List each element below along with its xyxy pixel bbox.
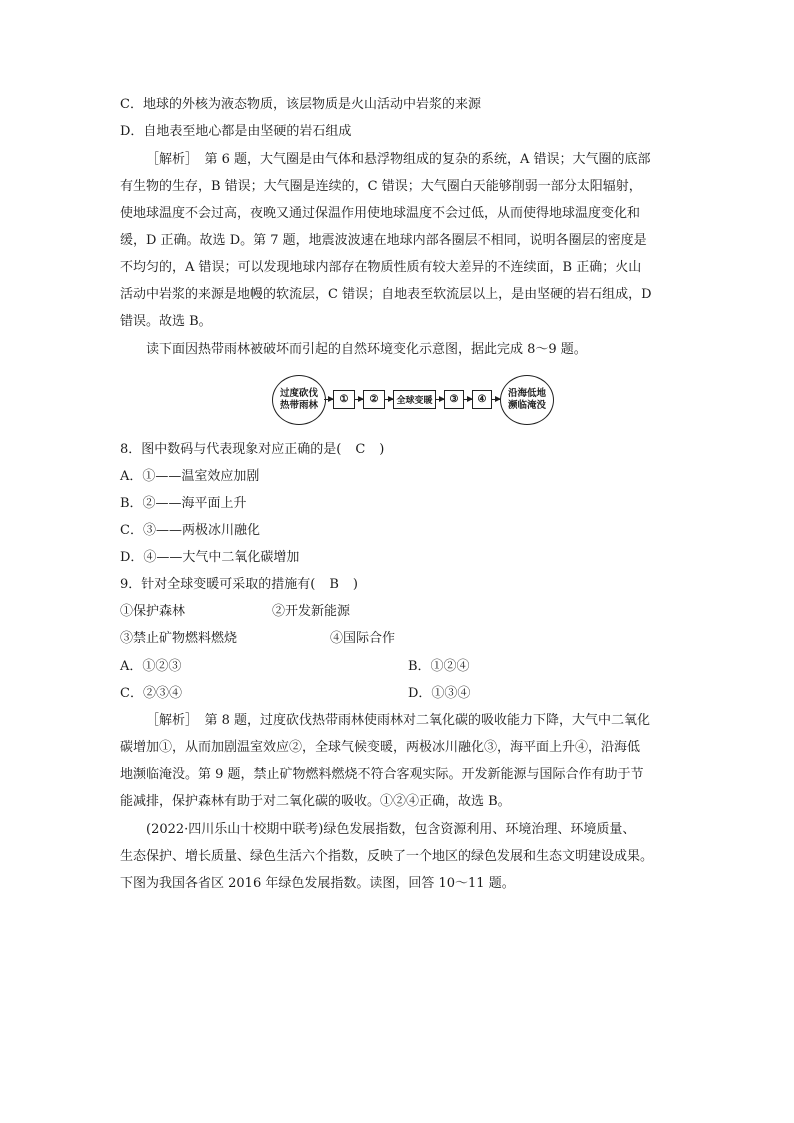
q9-item-1: ①保护森林 [120, 604, 186, 619]
q8-option-d: D．④——大气中二氧化碳增加 [120, 550, 300, 565]
q9-item-3: ③禁止矿物燃料燃烧 [120, 631, 238, 646]
flow-start-line-2: 热带雨林 [279, 400, 318, 411]
flow-start-node [272, 375, 326, 425]
q9-option-c: C．②③④ [120, 686, 182, 701]
analysis-6-7-line-1: ［解析］ 第 6 题，大气圈是由气体和悬浮物组成的复杂的系统，A 错误；大气圈的底部 [146, 152, 651, 167]
flow-arrow-2 [355, 399, 363, 400]
q9-option-b: B．①②④ [408, 659, 470, 674]
q8-option-b: B．②——海平面上升 [120, 496, 247, 511]
analysis-6-7-line-7: 错误。故选 B。 [120, 314, 212, 329]
flow-arrow-5 [464, 399, 472, 400]
q8-stem [120, 440, 384, 460]
q9-stem [120, 575, 358, 595]
q9-item-4: ④国际合作 [330, 631, 396, 646]
q8-answer: C [355, 442, 366, 457]
q9-close: ) [352, 577, 358, 592]
q8-close: ) [379, 442, 385, 457]
q8-option-a: A．①——温室效应加剧 [120, 469, 260, 484]
analysis-6-7-line-5: 不均匀的，A 错误；可以发现地球内部存在物质性质有较大差异的不连续面，B 正确；火山 [120, 260, 642, 275]
q7-option-d: D．自地表至地心都是由坚硬的岩石组成 [120, 124, 352, 139]
analysis-8-9-line-4: 能减排，保护森林有助于对二氧化碳的吸收。①②④正确，故选 B。 [120, 794, 511, 809]
flow-box-3: ③ [444, 390, 464, 409]
q9-option-d: D．①③④ [408, 686, 471, 701]
intro-8-9: 读下面因热带雨林被破坏而引起的自然环境变化示意图，据此完成 8～9 题。 [146, 342, 587, 357]
intro-10-11-line-1: (2022·四川乐山十校期中联考)绿色发展指数，包含资源利用、环境治理、环境质量、 [146, 822, 636, 837]
flow-end-node [500, 375, 554, 425]
q8-option-c: C．③——两极冰川融化 [120, 523, 260, 538]
flow-arrow-4 [436, 399, 444, 400]
q9-stem-text: 9．针对全球变暖可采取的措施有( [120, 577, 316, 592]
q9-option-a: A．①②③ [120, 659, 182, 674]
flow-arrow-3 [385, 399, 393, 400]
flow-arrow-6 [492, 399, 500, 400]
analysis-8-9-line-1: ［解析］ 第 8 题，过度砍伐热带雨林使雨林对二氧化碳的吸收能力下降，大气中二氧化 [146, 713, 651, 728]
analysis-8-9-line-2: 碳增加①，从而加剧温室效应②，全球气候变暖，两极冰川融化③，海平面上升④，沿海低 [120, 740, 641, 755]
analysis-6-7-line-3: 使地球温度不会过高，夜晚又通过保温作用使地球温度不会过低，从而使得地球温度变化和 [120, 206, 641, 221]
flow-end-line-2: 濒临淹没 [507, 400, 546, 411]
flow-start-line-1: 过度砍伐 [279, 388, 318, 399]
q9-answer: B [329, 577, 339, 592]
flow-end-line-1: 沿海低地 [507, 388, 546, 399]
q7-option-c: C．地球的外核为液态物质，该层物质是火山活动中岩浆的来源 [120, 97, 481, 112]
analysis-6-7-line-6: 活动中岩浆的来源是地幔的软流层，C 错误；自地表至软流层以上，是由坚硬的岩石组成，D [120, 287, 652, 302]
intro-10-11-line-3: 下图为我国各省区 2016 年绿色发展指数。读图，回答 10～11 题。 [120, 876, 515, 891]
flow-box-4: ④ [472, 390, 492, 409]
flow-box-global-warming: 全球变暖 [393, 390, 436, 409]
flow-box-2: ② [363, 390, 385, 409]
q8-stem-text: 8．图中数码与代表现象对应正确的是( [120, 442, 342, 457]
analysis-6-7-line-2: 有生物的生存，B 错误；大气圈是连续的，C 错误；大气圈白天能够削弱一部分太阳辐射， [120, 179, 642, 194]
analysis-6-7-line-4: 缓，D 正确。故选 D。第 7 题，地震波波速在地球内部各圈层不相同，说明各圈层的密度是 [120, 233, 647, 248]
flow-box-1: ① [333, 390, 355, 409]
flow-arrow-1 [324, 399, 333, 400]
q9-item-2: ②开发新能源 [272, 604, 351, 619]
analysis-8-9-line-3: 地濒临淹没。第 9 题，禁止矿物燃料燃烧不符合客观实际。开发新能源与国际合作有助于节 [120, 767, 644, 782]
intro-10-11-line-2: 生态保护、增长质量、绿色生活六个指数，反映了一个地区的绿色发展和生态文明建设成果。 [120, 849, 654, 864]
